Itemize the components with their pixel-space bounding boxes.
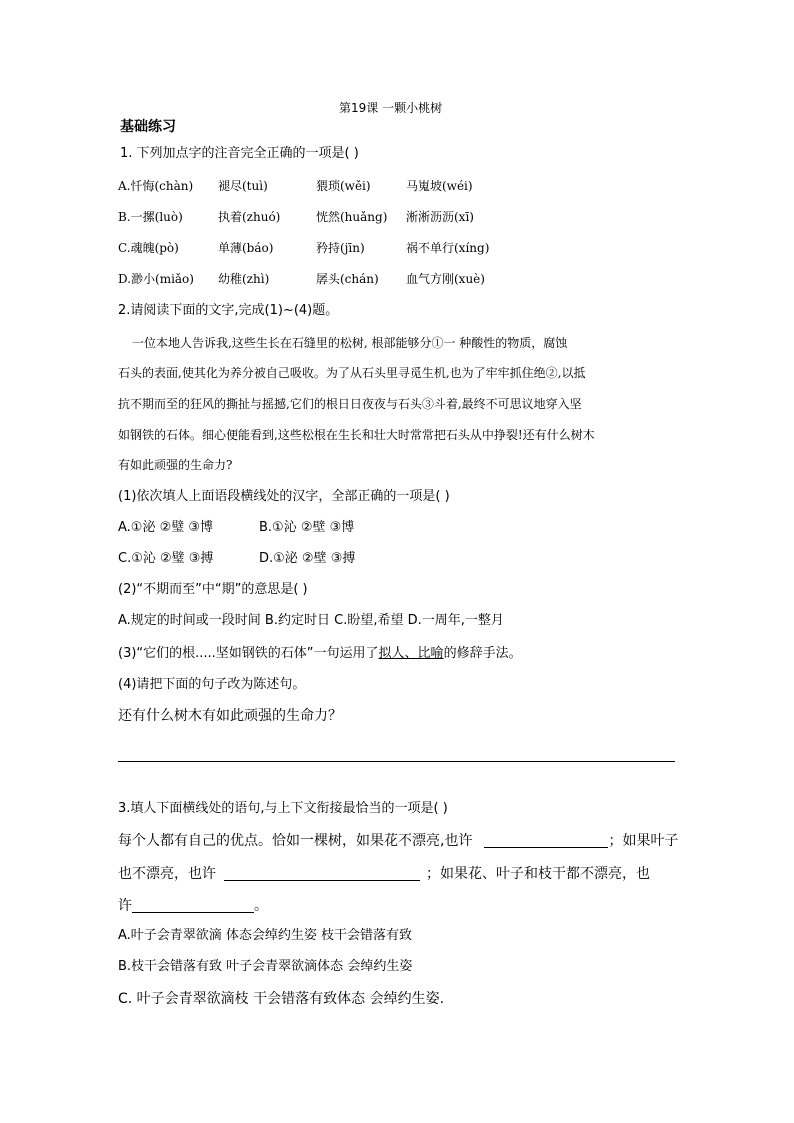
q1-b-opt2: 执着(zhuó) (218, 210, 281, 224)
q1-c-opt2: 单薄(báo) (218, 241, 274, 255)
q1-d-opt3: 孱头(chán) (316, 272, 379, 286)
q2-stem: 2.请阅读下面的文字,完成(1)~(4)题。 (118, 303, 339, 318)
q3-opt-c: C. 叶子会青翠欲滴枝 干会错落有致体态 会绰约生姿. (118, 991, 445, 1007)
passage-line: 石头的表面,使其化为养分被自己吸收。为了从石头里寻觅生机,也为了牢牢抓住绝②,以抵 (118, 366, 586, 380)
q1-d-opt1: D.渺小(miǎo) (118, 272, 194, 286)
fill-blank-2 (224, 866, 420, 881)
q2-sub2-stem: (2)“不期而至”中“期”的意思是( ) (118, 582, 308, 597)
fill-blank-1 (484, 833, 608, 848)
q1-d-opt4: 血气方刚(xuè) (406, 272, 485, 286)
section-heading: 基础练习 (120, 119, 176, 135)
q3-line1 (118, 833, 678, 848)
q1-b-opt3: 恍然(huǎng) (316, 210, 388, 224)
q3-line3 (118, 898, 268, 913)
passage-line: 如钢铁的石体。细心便能看到,这些松根在生长和壮大时常常把石头从中挣裂!还有什么树木 (118, 428, 595, 442)
q2-sub3-answer: 拟人、比喻 (378, 646, 444, 661)
q1-c-opt4: 祸不单行(xíng) (406, 241, 490, 255)
q3-line2 (118, 866, 650, 881)
q2-sub1-opt-c: C.①沁 ②璧 ③搏 (118, 551, 214, 566)
q1-c-opt1: C.魂魄(pò) (118, 241, 179, 255)
q3-line1-b: ；如果叶子 (608, 833, 679, 849)
q2-sub1-opt-b: B.①沁 ②壁 ③博 (259, 520, 355, 535)
q2-sub3-post: 的修辞手法。 (443, 646, 522, 661)
q3-line3-b: 。 (254, 898, 268, 914)
q1-b-opt4: 淅淅沥沥(xī) (406, 210, 474, 224)
q2-sub1-stem: (1)依次填人上面语段横线处的汉字，全部正确的一项是( ) (118, 489, 450, 504)
q1-c-opt3: 矜持(jīn) (316, 241, 365, 255)
q1-a-opt1: A.忏悔(chàn) (118, 179, 194, 193)
q1-a-opt4: 马嵬坡(wéi) (406, 179, 473, 193)
answer-line (118, 761, 675, 762)
q3-opt-a: A.叶子会青翠欲滴 体态会绰约生姿 枝干会错落有致 (118, 928, 413, 943)
q1-a-opt2: 褪尽(tuì) (218, 179, 268, 193)
q1-d-opt2: 幼稚(zhì) (218, 272, 270, 286)
q1-b-opt1: B.一摞(luò) (118, 210, 183, 224)
q2-sub1-opt-a: A.①泌 ②璧 ③博 (118, 520, 214, 535)
passage-line: 抗不期而至的狂风的撕扯与摇撼,它们的根日日夜夜与石头③斗着,最终不可思议地穿入坚 (118, 397, 582, 411)
q2-sub4-stem: (4)请把下面的句子改为陈述句。 (118, 677, 306, 692)
q3-line3-a: 许 (118, 898, 132, 914)
q2-sub2-options: A.规定的时间或一段时间 B.约定时日 C.盼望,希望 D.一周年,一整月 (118, 613, 504, 628)
fill-blank-3 (132, 898, 254, 913)
q1-a-opt3: 猥琐(wěi) (316, 179, 371, 193)
q3-stem: 3.填人下面横线处的语句,与上下文衔接最恰当的一项是( ) (118, 801, 448, 816)
q3-line2-b: ；如果花、叶子和枝干都不漂亮，也 (426, 866, 650, 882)
passage-line: 一位本地人告诉我,这些生长在石缝里的松树, 根部能够分①一 种酸性的物质，腐蚀 (132, 336, 568, 350)
q2-sub3 (118, 647, 522, 660)
passage-line: 有如此顽强的生命力? (118, 458, 233, 472)
q3-opt-b: B.枝干会错落有致 叶子会青翠欲滴体态 会绰约生姿 (118, 959, 413, 974)
q2-sub1-opt-d: D.①泌 ②壁 ③搏 (259, 551, 356, 566)
q3-line1-a: 每个人都有自己的优点。恰如一棵树，如果花不漂亮,也许 (118, 833, 473, 849)
q2-sub3-pre: (3)“它们的根.....坚如钢铁的石体”一句运用了 (118, 646, 379, 661)
q2-sub4-sentence: 还有什么树木有如此顽强的生命力？ (118, 708, 342, 724)
q1-stem: 1. 下列加点字的注音完全正确的一项是( ) (120, 146, 359, 161)
q3-line2-a: 也不漂亮，也许 (118, 866, 216, 882)
lesson-title: 第19课 一颗小桃树 (339, 101, 443, 115)
